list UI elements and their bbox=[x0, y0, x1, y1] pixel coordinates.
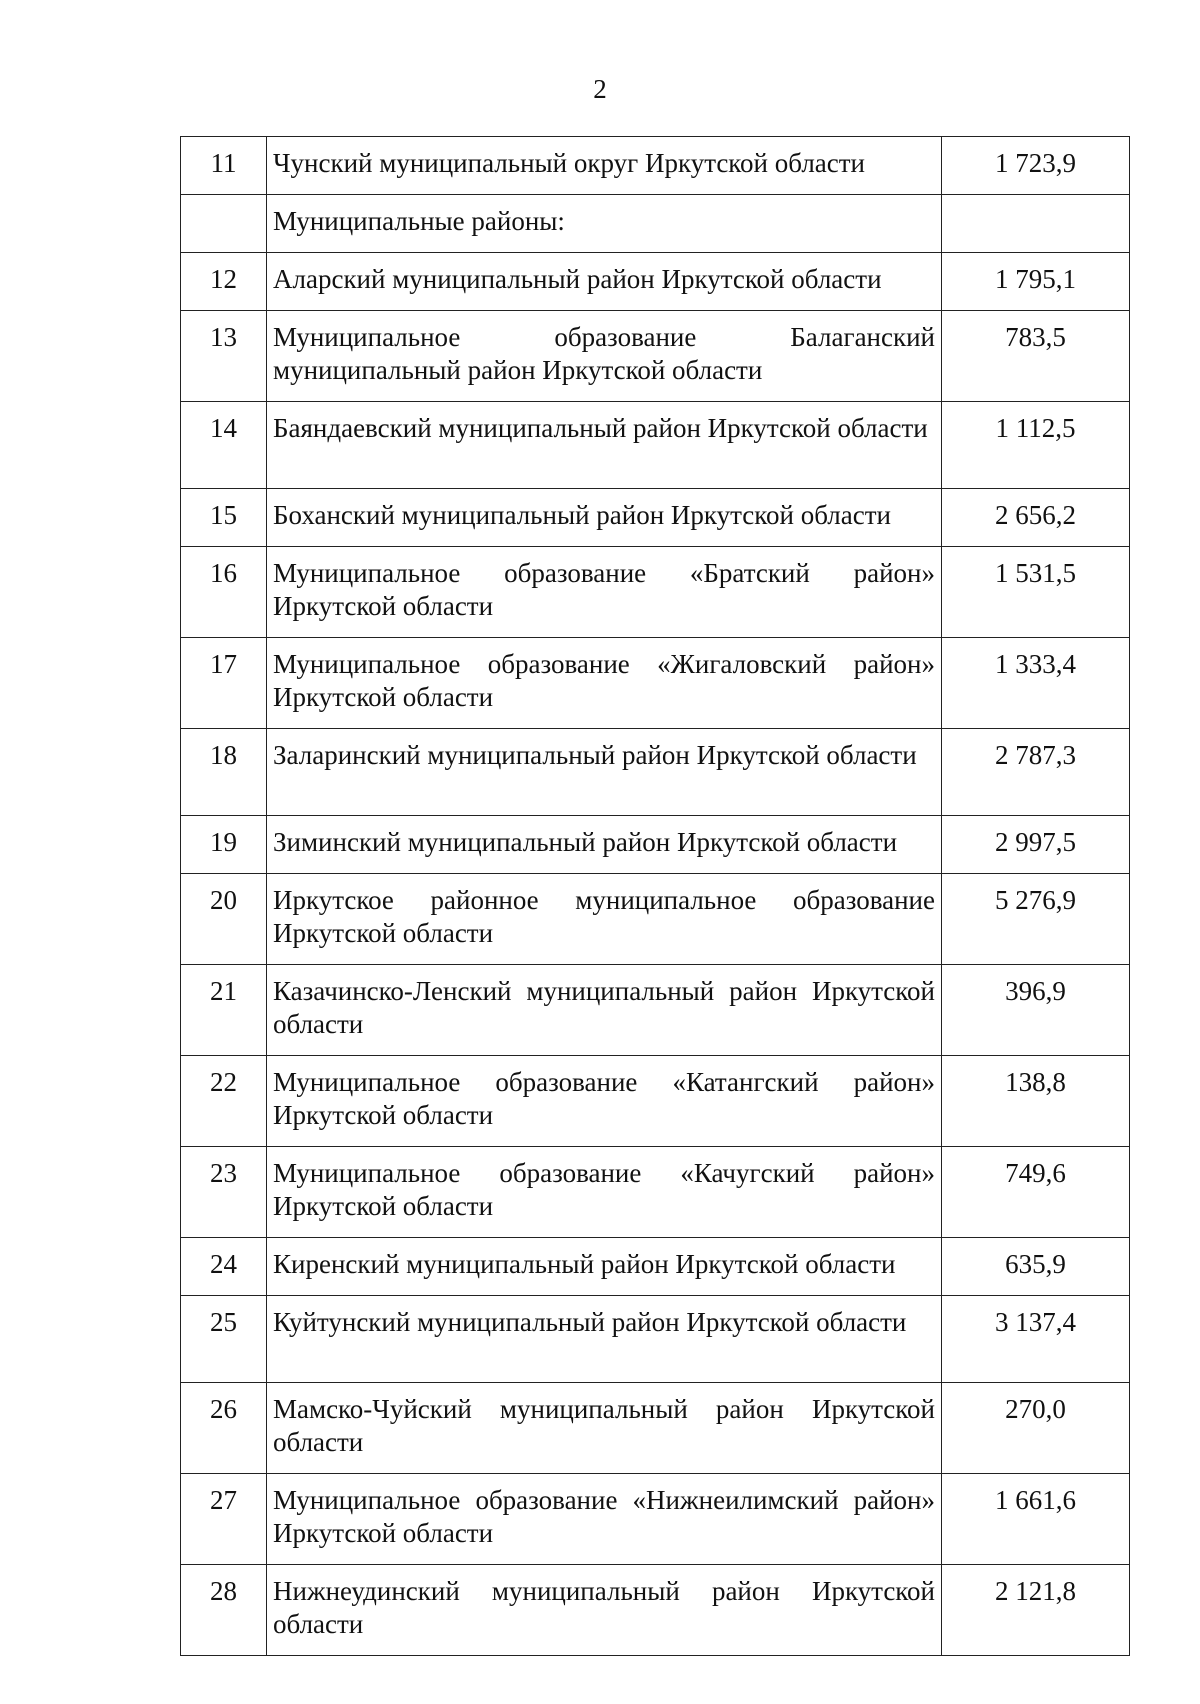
municipality-name: Иркутское районное муниципальное образование Иркутской области bbox=[267, 874, 942, 965]
table-row bbox=[181, 1147, 1130, 1238]
page-number: 2 bbox=[593, 74, 607, 104]
row-value: 3 137,4 bbox=[942, 1296, 1130, 1383]
table-row bbox=[181, 816, 1130, 874]
section-title: Муниципальные районы: bbox=[267, 195, 942, 253]
municipality-name: Казачинско-Ленский муниципальный район Иркутской области bbox=[267, 965, 942, 1056]
municipality-name: Аларский муниципальный район Иркутской области bbox=[267, 253, 942, 311]
row-value: 635,9 bbox=[942, 1238, 1130, 1296]
row-number: 15 bbox=[181, 489, 267, 547]
row-number: 25 bbox=[181, 1296, 267, 1383]
row-number bbox=[181, 195, 267, 253]
row-value: 1 795,1 bbox=[942, 253, 1130, 311]
table-row bbox=[181, 137, 1130, 195]
municipality-name: Куйтунский муниципальный район Иркутской области bbox=[267, 1296, 942, 1383]
table-row bbox=[181, 1474, 1130, 1565]
table-row bbox=[181, 311, 1130, 402]
row-value: 1 661,6 bbox=[942, 1474, 1130, 1565]
municipality-name: Муниципальное образование «Катангский район» Иркутской области bbox=[267, 1056, 942, 1147]
table-row bbox=[181, 1565, 1130, 1656]
row-number: 27 bbox=[181, 1474, 267, 1565]
row-value: 2 121,8 bbox=[942, 1565, 1130, 1656]
row-value bbox=[942, 195, 1130, 253]
table-row bbox=[181, 253, 1130, 311]
row-number: 17 bbox=[181, 638, 267, 729]
row-value: 138,8 bbox=[942, 1056, 1130, 1147]
row-value: 1 531,5 bbox=[942, 547, 1130, 638]
table-row bbox=[181, 1296, 1130, 1383]
municipality-name: Муниципальное образование «Жигаловский район» Иркутской области bbox=[267, 638, 942, 729]
table-row bbox=[181, 638, 1130, 729]
row-number: 26 bbox=[181, 1383, 267, 1474]
table-row bbox=[181, 1056, 1130, 1147]
row-number: 18 bbox=[181, 729, 267, 816]
row-value: 396,9 bbox=[942, 965, 1130, 1056]
table-row bbox=[181, 874, 1130, 965]
row-number: 28 bbox=[181, 1565, 267, 1656]
municipality-name: Баяндаевский муниципальный район Иркутской области bbox=[267, 402, 942, 489]
row-number: 20 bbox=[181, 874, 267, 965]
row-value: 2 656,2 bbox=[942, 489, 1130, 547]
row-value: 783,5 bbox=[942, 311, 1130, 402]
row-number: 19 bbox=[181, 816, 267, 874]
row-value: 1 333,4 bbox=[942, 638, 1130, 729]
row-number: 14 bbox=[181, 402, 267, 489]
row-number: 11 bbox=[181, 137, 267, 195]
table-row bbox=[181, 547, 1130, 638]
row-number: 24 bbox=[181, 1238, 267, 1296]
row-number: 12 bbox=[181, 253, 267, 311]
row-number: 23 bbox=[181, 1147, 267, 1238]
municipality-name: Муниципальное образование Балаганский муниципальный район Иркутской области bbox=[267, 311, 942, 402]
municipality-name: Боханский муниципальный район Иркутской области bbox=[267, 489, 942, 547]
row-number: 22 bbox=[181, 1056, 267, 1147]
row-value: 1 723,9 bbox=[942, 137, 1130, 195]
municipality-name: Заларинский муниципальный район Иркутской области bbox=[267, 729, 942, 816]
row-value: 5 276,9 bbox=[942, 874, 1130, 965]
row-value: 2 787,3 bbox=[942, 729, 1130, 816]
municipality-name: Киренский муниципальный район Иркутской области bbox=[267, 1238, 942, 1296]
row-number: 21 bbox=[181, 965, 267, 1056]
municipality-name: Муниципальное образование «Нижнеилимский район» Иркутской области bbox=[267, 1474, 942, 1565]
municipal-table bbox=[180, 136, 1130, 1656]
row-value: 1 112,5 bbox=[942, 402, 1130, 489]
table-row bbox=[181, 729, 1130, 816]
table-row bbox=[181, 965, 1130, 1056]
row-value: 749,6 bbox=[942, 1147, 1130, 1238]
row-value: 270,0 bbox=[942, 1383, 1130, 1474]
row-value: 2 997,5 bbox=[942, 816, 1130, 874]
table-row bbox=[181, 489, 1130, 547]
municipality-name: Муниципальное образование «Братский район» Иркутской области bbox=[267, 547, 942, 638]
section-header-row bbox=[181, 195, 1130, 253]
table-row bbox=[181, 1238, 1130, 1296]
municipality-name: Мамско-Чуйский муниципальный район Иркутской области bbox=[267, 1383, 942, 1474]
table-row bbox=[181, 402, 1130, 489]
municipality-name: Нижнеудинский муниципальный район Иркутской области bbox=[267, 1565, 942, 1656]
table-row bbox=[181, 1383, 1130, 1474]
municipality-name: Зиминский муниципальный район Иркутской области bbox=[267, 816, 942, 874]
municipality-name: Чунский муниципальный округ Иркутской области bbox=[267, 137, 942, 195]
row-number: 13 bbox=[181, 311, 267, 402]
municipality-name: Муниципальное образование «Качугский район» Иркутской области bbox=[267, 1147, 942, 1238]
row-number: 16 bbox=[181, 547, 267, 638]
